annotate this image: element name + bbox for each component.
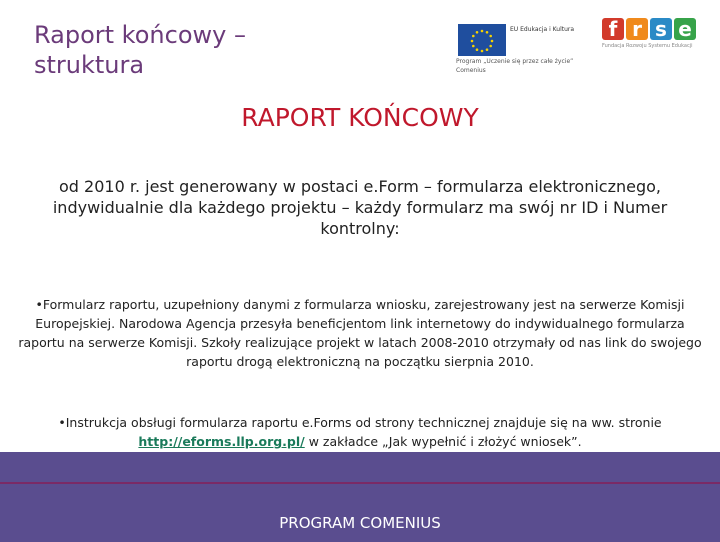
- bullet-report-form: •Formularz raportu, uzupełniony danymi z formularza wniosku, zarejestrowany jest na serwerze Komisji Europejskiej. Narodowa Agencja przesyła beneficjentom link internetowy do indywidualnego formularza raportu na serwerze Komisji. Szkoły realizujące projekt w latach 2008-2010 otrzymały od nas link do swojego raportu drogą elektroniczną na początku sierpnia 2010.: [18, 297, 702, 369]
- eforms-link[interactable]: http://eforms.llp.org.pl/: [138, 434, 305, 449]
- intro-paragraph: od 2010 r. jest generowany w postaci e.Form – formularza elektronicznego, indywidualnie dla każdego projektu – każdy formularz ma swój nr ID i Numer kontrolny:: [52, 177, 668, 238]
- frse-letter-s: s: [650, 18, 672, 40]
- eu-programme-logo: [456, 22, 576, 77]
- slide-title-line1: Raport końcowy –: [34, 21, 246, 49]
- slide-title: [34, 20, 246, 80]
- footer-bar: [0, 482, 720, 542]
- eu-logo-comenius: Comenius: [456, 67, 486, 74]
- eu-logo-caption: EU Edukacja i Kultura: [510, 26, 575, 33]
- footer-program-label: PROGRAM COMENIUS: [279, 514, 441, 532]
- frse-letters: [602, 18, 702, 40]
- frse-letter-f: f: [602, 18, 624, 40]
- frse-caption: Fundacja Rozwoju Systemu Edukacji: [602, 43, 693, 49]
- report-heading: RAPORT KOŃCOWY: [241, 103, 479, 132]
- frse-logo: [602, 18, 702, 63]
- frse-letter-e: e: [674, 18, 696, 40]
- slide-title-line2: struktura: [34, 51, 145, 79]
- bullet-instructions-text: •Instrukcja obsługi formularza raportu e.Forms od strony technicznej znajduje się na ww. stronie: [58, 415, 662, 430]
- frse-letter-r: r: [626, 18, 648, 40]
- bullet-instructions: [16, 413, 704, 451]
- eu-logo-programme: Program „Uczenie się przez całe życie”: [456, 58, 574, 65]
- bullet-instructions-tail: w zakładce „Jak wypełnić i złożyć wniosek”.: [304, 434, 582, 449]
- eu-flag-icon: [458, 24, 506, 56]
- footer-band: [0, 452, 720, 482]
